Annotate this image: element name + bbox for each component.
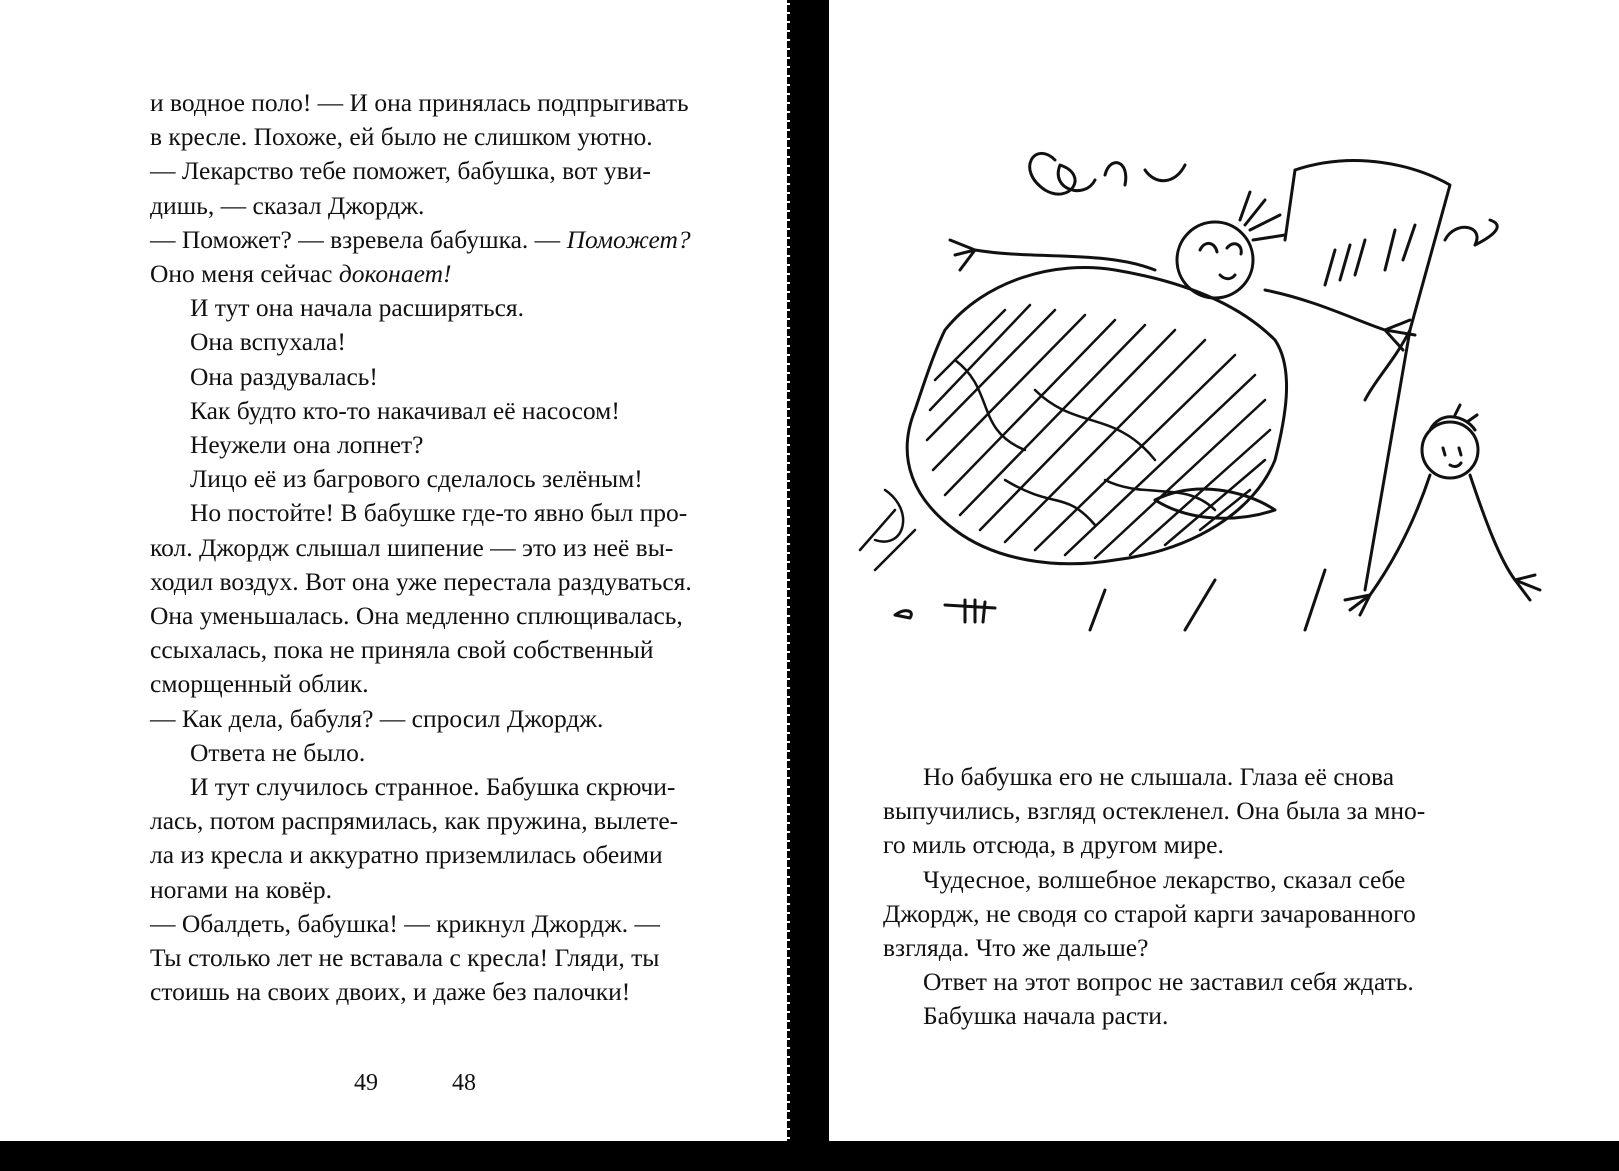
text-line: Лицо её из багрового сделалось зелёным! [190,464,643,494]
left-page-text [150,86,776,1009]
text-line: И тут она начала расширяться. [190,293,525,323]
chair-outline [1090,590,1105,630]
text-line: ла из кресла и аккуратно приземлилась обеими [150,840,663,870]
text-line: И тут случилось странное. Бабушка скрючи- [190,772,676,802]
text-line: лась, потом распрямилась, как пружина, вылете- [150,806,679,836]
italic-text: Поможет? [566,224,691,254]
text-line: — Как дела, бабуля? — спросил Джордж. [150,703,604,733]
text-line: и водное поло! — И она принялась подпрыгивать [150,88,689,117]
page-number: 49 [354,1070,378,1096]
boy-body [1370,475,1515,595]
page-number: 48 [452,1070,476,1096]
scan-bottom-edge [0,1141,1619,1171]
grandma-head [1177,222,1253,298]
text-line: Ответ на этот вопрос не заставил себя ждать. [923,967,1414,997]
text-line: кол. Джордж слышал шипение — это из неё вы- [150,532,674,562]
swirl-mark [1105,163,1126,185]
text-line: дишь, — сказал Джордж. [150,190,425,220]
text-line: Джордж, не сводя со старой карги зачарованного [883,898,1416,928]
text-line: Оно меня сейчас доконает! [150,259,452,289]
text-line: Она уменьшалась. Она медленно сплющивалась, [150,601,683,631]
chair-outline [1295,161,1450,400]
text-line: стоишь на своих двоих, и даже без палочки! [150,977,631,1007]
grandma-arm [1265,290,1415,350]
text-line: го миль отсюда, в другом мире. [883,830,1224,860]
text-line: Бабушка начала расти. [923,1001,1169,1031]
text-line: Ты столько лет не вставала с кресла! Гляди, ты [150,943,660,973]
text-line: взгляда. Что же дальше? [883,933,1149,963]
chair-outline [1365,330,1410,590]
swirl-mark [1145,165,1185,181]
right-page-text [883,760,1505,1034]
italic-text: доконает! [338,259,452,289]
text-line: Неужели она лопнет? [190,430,424,460]
text-line: в кресле. Похоже, ей было не слишком уютно. [150,122,653,152]
text-line: ссыхалась, пока не приняла свой собственный [150,635,654,665]
text-line: — Обалдеть, бабушка! — крикнул Джордж. — [150,908,661,938]
text-line: ногами на ковёр. [150,874,332,904]
text-line: — Лекарство тебе поможет, бабушка, вот уви- [150,156,651,186]
book-spine [790,0,829,1171]
text-line: Но бабушка его не слышала. Глаза её снова [923,762,1395,791]
chair-outline [1285,170,1295,240]
swirl-mark [1030,153,1095,194]
chair-outline [1305,570,1325,630]
grandma-arm [950,240,1155,270]
text-line: Она раздувалась! [190,361,378,391]
illustration-grandma-in-chair-with-boy [855,130,1555,650]
left-page [0,0,790,1145]
text-line: Ответа не было. [190,737,366,767]
chair-outline [1185,580,1215,630]
swirl-mark [1445,220,1497,245]
text-line: Как будто кто-то накачивал её насосом! [190,395,620,425]
page-edge [787,0,790,1145]
text-line: выпучились, взгляд остекленел. Она была за мно- [883,796,1426,826]
text-line: сморщенный облик. [150,669,369,699]
text-line: Чудесное, волшебное лекарство, сказал себе [923,864,1406,894]
text-line: Но постойте! В бабушке где-то явно был про- [190,498,688,528]
text-line: Она вспухала! [190,327,346,357]
text-line: ходил воздух. Вот она уже перестала раздуваться. [150,566,692,596]
text-line: — Поможет? — взревела бабушка. — Поможет? [150,224,691,254]
